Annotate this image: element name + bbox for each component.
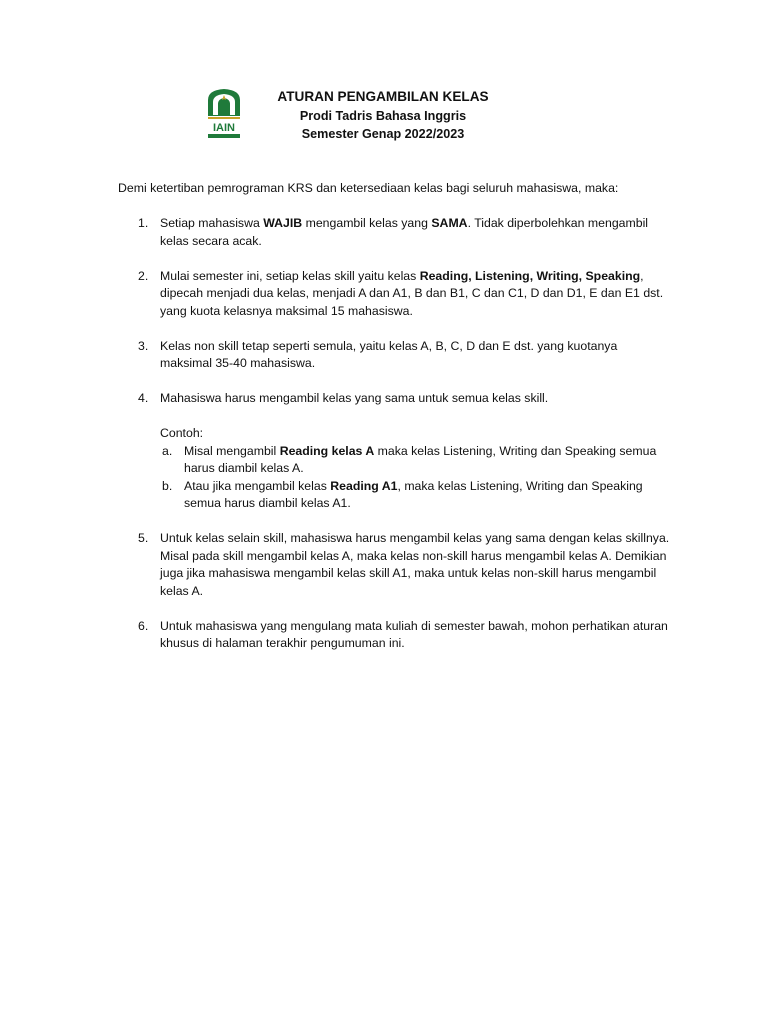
- rule-item-1: [132, 215, 672, 250]
- krs-term: KRS: [287, 181, 313, 195]
- document-title: ATURAN PENGAMBILAN KELAS: [277, 89, 489, 104]
- rule-item-4: [132, 390, 672, 513]
- program-name: Prodi Tadris Bahasa Inggris: [299, 108, 467, 123]
- semester-label: Semester Genap 2022/2023: [301, 127, 465, 141]
- rule-text: Mulai semester ini, setiap kelas skill yaitu kelas: [160, 268, 420, 283]
- rule-emphasis: SAMA: [431, 216, 468, 230]
- rule-text: , dipecah menjadi dua kelas, menjadi A dan A1, B dan B1, C dan C1, D dan D1, E dan E1 dst. yang kuota kelasnya maksimal 15 mahasiswa.: [160, 268, 664, 318]
- intro-text-start: Demi ketertiban pemrograman: [118, 181, 288, 195]
- example-label: Contoh:: [160, 426, 204, 440]
- example-text: maka kelas Listening, Writing dan Speaking semua harus diambil kelas A.: [184, 443, 657, 475]
- rule-number: 3.: [138, 338, 149, 353]
- rule-text: Untuk kelas selain skill, mahasiswa harus mengambil kelas yang sama dengan kelas skillnya. Misal pada skill mengambil kelas A, maka kelas non-skill harus mengambil kelas A. Demikian juga jika mahasiswa mengambil kelas skill A1, maka untuk kelas non-skill harus mengambil kelas A.: [160, 531, 670, 598]
- intro-text-end: dan ketersediaan kelas bagi seluruh mahasiswa, maka:: [312, 181, 619, 195]
- example-text: Atau jika mengambil kelas: [184, 478, 331, 493]
- example-letter: a.: [162, 443, 173, 458]
- rule-number: 6.: [138, 618, 149, 633]
- rule-text: . Tidak diperbolehkan mengambil kelas secara acak.: [160, 216, 649, 248]
- svg-text:IAIN: IAIN: [213, 122, 235, 134]
- rule-emphasis: WAJIB: [263, 216, 303, 230]
- intro-paragraph: [118, 180, 678, 198]
- rule-text: Kelas non skill tetap seperti semula, yaitu kelas A, B, C, D dan E dst. yang kuotanya maksimal 35-40 mahasiswa.: [160, 338, 618, 370]
- rule-number: 4.: [138, 391, 149, 405]
- rule-number: 1.: [138, 216, 149, 230]
- rule-number: 5.: [138, 531, 149, 545]
- rule-number: 2.: [138, 268, 149, 283]
- rule-text: Untuk mahasiswa yang mengulang mata kuliah di semester bawah, mohon perhatikan aturan khusus di halaman terakhir pengumuman ini.: [160, 618, 668, 650]
- example-item-a: [160, 443, 672, 478]
- rule-item-5: [132, 530, 672, 600]
- rule-item-6: [132, 618, 672, 653]
- document-header: [230, 88, 536, 144]
- rule-item-2: [132, 268, 672, 321]
- example-item-b: [160, 478, 672, 513]
- rule-text: Setiap mahasiswa: [160, 216, 264, 230]
- example-emphasis: Reading kelas A: [279, 443, 375, 458]
- example-letter: b.: [162, 478, 173, 493]
- example-text: , maka kelas Listening, Writing dan Speaking semua harus diambil kelas A1.: [184, 478, 643, 510]
- example-emphasis: Reading A1: [330, 478, 398, 493]
- rule-text: mengambil kelas yang: [302, 216, 432, 230]
- rule-item-3: [132, 338, 672, 373]
- skill-classes: Reading, Listening, Writing, Speaking: [419, 268, 641, 283]
- rules-list: [132, 215, 672, 653]
- example-text: Misal mengambil: [184, 443, 280, 458]
- example-block: [160, 425, 672, 513]
- rule-text: Mahasiswa harus mengambil kelas yang sama untuk semua kelas skill.: [160, 391, 549, 405]
